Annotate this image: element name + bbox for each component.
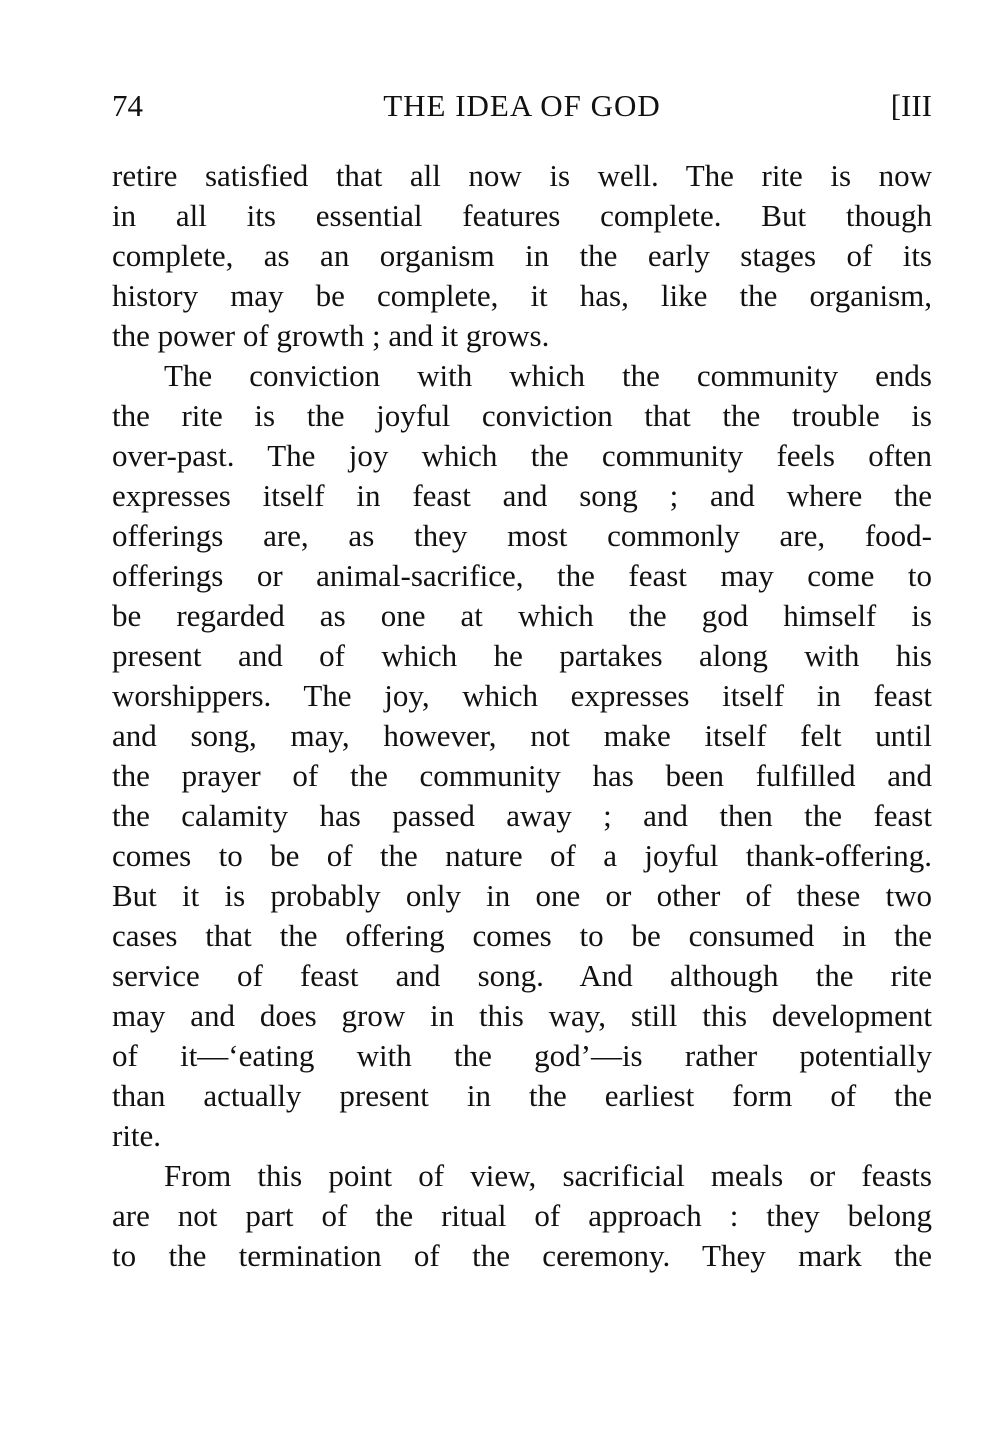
text-line: history may be complete, it has, like the organism, [112, 278, 932, 313]
text-line: are not part of the ritual of approach : they belong [112, 1198, 932, 1233]
paragraph-start-line: From this point of view, sacrificial meals or feasts [164, 1158, 932, 1193]
text-line: and song, may, however, not make itself felt until [112, 718, 932, 753]
text-line: service of feast and song. And although the rite [112, 958, 932, 993]
text-line: to the termination of the ceremony. They mark the [112, 1238, 932, 1273]
text-line: be regarded as one at which the god himself is [112, 598, 932, 633]
text-line: rite. [112, 1118, 162, 1153]
text-line: than actually present in the earliest form of the [112, 1078, 932, 1113]
body-text [112, 156, 932, 1276]
text-line: expresses itself in feast and song ; and where the [112, 478, 932, 513]
text-line: cases that the offering comes to be consumed in the [112, 918, 932, 953]
text-line: the calamity has passed away ; and then the feast [112, 798, 932, 833]
chapter-marker: [III [890, 88, 932, 123]
text-line: complete, as an organism in the early stages of its [112, 238, 932, 273]
text-line: may and does grow in this way, still this development [112, 998, 932, 1033]
text-line: worshippers. The joy, which expresses itself in feast [112, 678, 932, 713]
text-line: offerings or animal-sacrifice, the feast may come to [112, 558, 932, 593]
text-line: the prayer of the community has been fulfilled and [112, 758, 932, 793]
text-line: the power of growth ; and it grows. [112, 318, 550, 353]
running-head [112, 84, 932, 128]
page-number: 74 [112, 88, 143, 123]
running-title: THE IDEA OF GOD [383, 88, 661, 123]
text-line: the rite is the joyful conviction that the trouble is [112, 398, 932, 433]
text-line: present and of which he partakes along with his [112, 638, 932, 673]
text-line: of it—‘eating with the god’—is rather potentially [112, 1038, 932, 1073]
text-line: over-past. The joy which the community feels often [112, 438, 932, 473]
text-line: retire satisfied that all now is well. The rite is now [112, 158, 932, 193]
text-line: comes to be of the nature of a joyful thank-offering. [112, 838, 932, 873]
text-line: in all its essential features complete. But though [112, 198, 932, 233]
text-line: offerings are, as they most commonly are, food- [112, 518, 932, 553]
text-line: But it is probably only in one or other of these two [112, 878, 932, 913]
paragraph-start-line: The conviction with which the community ends [164, 358, 932, 393]
